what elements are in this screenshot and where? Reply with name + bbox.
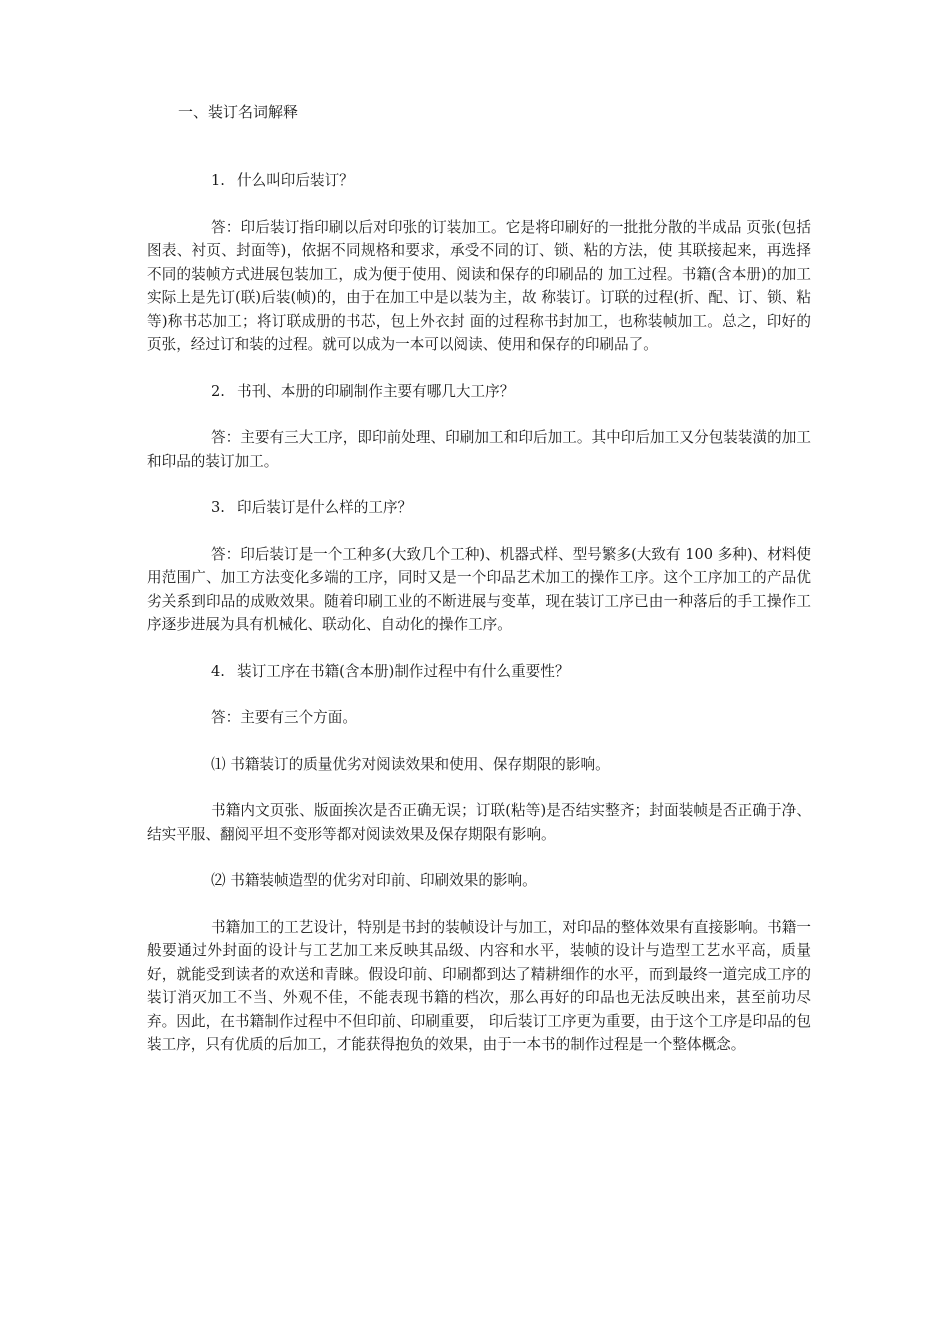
- question-number: 1.: [211, 172, 225, 189]
- question-1: [147, 169, 811, 193]
- answer-paragraph: 答：印后装订指印刷以后对印张的订装加工。它是将印刷好的一批批分散的半成品 页张(包括图表、衬页、封面等)，依据不同规格和要求，承受不同的订、锁、粘的方法，使 其联接起来，再选择不同的装帧方式进展包装加工，成为便于使用、阅读和保存的印刷品的 加工过程。书籍(含本册)的加工实际上是先订(联)后装(帧)的，由于在加工中是以装为主，故 称装订。订联的过程(折、配、订、锁、粘等)称书芯加工；将订联成册的书芯，包上外衣封 面的过程称书封加工，也称装帧加工。总之，印好的页张，经过订和装的过程。就可以成为一本可以阅读、使用和保存的印刷品了。: [147, 218, 811, 353]
- question-text: 什么叫印后装订？: [237, 172, 354, 189]
- answer-paragraph: 答：主要有三大工序，即印前处理、印刷加工和印后加工。其中印后加工又分包装装潢的加工和印品的装订加工。: [147, 429, 811, 470]
- answer-paragraph: 书籍加工的工艺设计，特别是书封的装帧设计与加工，对印品的整体效果有直接影响。书籍一般要通过外封面的设计与工艺加工来反映其品级、内容和水平，装帧的设计与造型工艺水平高，质量好，就能受到读者的欢送和青睐。假设印前、印刷都到达了精耕细作的水平，而到最终一道完成工序的装订消灭加工不当、外观不佳，不能表现书籍的档次，那么再好的印品也无法反映出来，甚至前功尽弃。因此，在书籍制作过程中不但印前、印刷重要， 印后装订工序更为重要，由于这个工序是印品的包装工序，只有优质的后加工，才能获得抱负的效果，由于一本书的制作过程是一个整体概念。: [147, 918, 811, 1053]
- question-3: [147, 496, 811, 520]
- question-2: [147, 380, 811, 404]
- question-text: 印后装订是什么样的工序？: [237, 499, 413, 516]
- answer-intro: 答：主要有三个方面。: [211, 709, 357, 726]
- question-text: 书刊、本册的印刷制作主要有哪几大工序？: [237, 382, 515, 400]
- answer-paragraph: 书籍内文页张、版面挨次是否正确无误；订联(粘等)是否结实整齐；封面装帧是否正确于净、结实平服、翻阅平坦不变形等都对阅读效果及保存期限有影响。: [147, 802, 811, 843]
- question-number: 4.: [211, 662, 225, 680]
- question-4: [147, 660, 811, 684]
- subpoint-2: ⑵ 书籍装帧造型的优劣对印前、印刷效果的影响。: [211, 872, 537, 889]
- question-number: 2.: [211, 382, 225, 400]
- subpoint-1: ⑴ 书籍装订的质量优劣对阅读效果和使用、保存期限的影响。: [211, 755, 610, 773]
- document-body: [147, 169, 811, 1080]
- section-heading: 一、装订名词解释: [178, 103, 299, 121]
- question-text: 装订工序在书籍(含本册)制作过程中有什么重要性？: [237, 662, 570, 680]
- question-number: 3.: [211, 499, 225, 516]
- answer-paragraph: 答：印后装订是一个工种多(大致几个工种)、机器式样、型号繁多(大致有 100 多种)、材料使用范围广、加工方法变化多端的工序，同时又是一个印品艺术加工的操作工序。这个工序加工的产品优劣关系到印品的成败效果。随着印刷工业的不断进展与变革，现在装订工序已由一种落后的手工操作工序逐步进展为具有机械化、联动化、自动化的操作工序。: [147, 545, 811, 633]
